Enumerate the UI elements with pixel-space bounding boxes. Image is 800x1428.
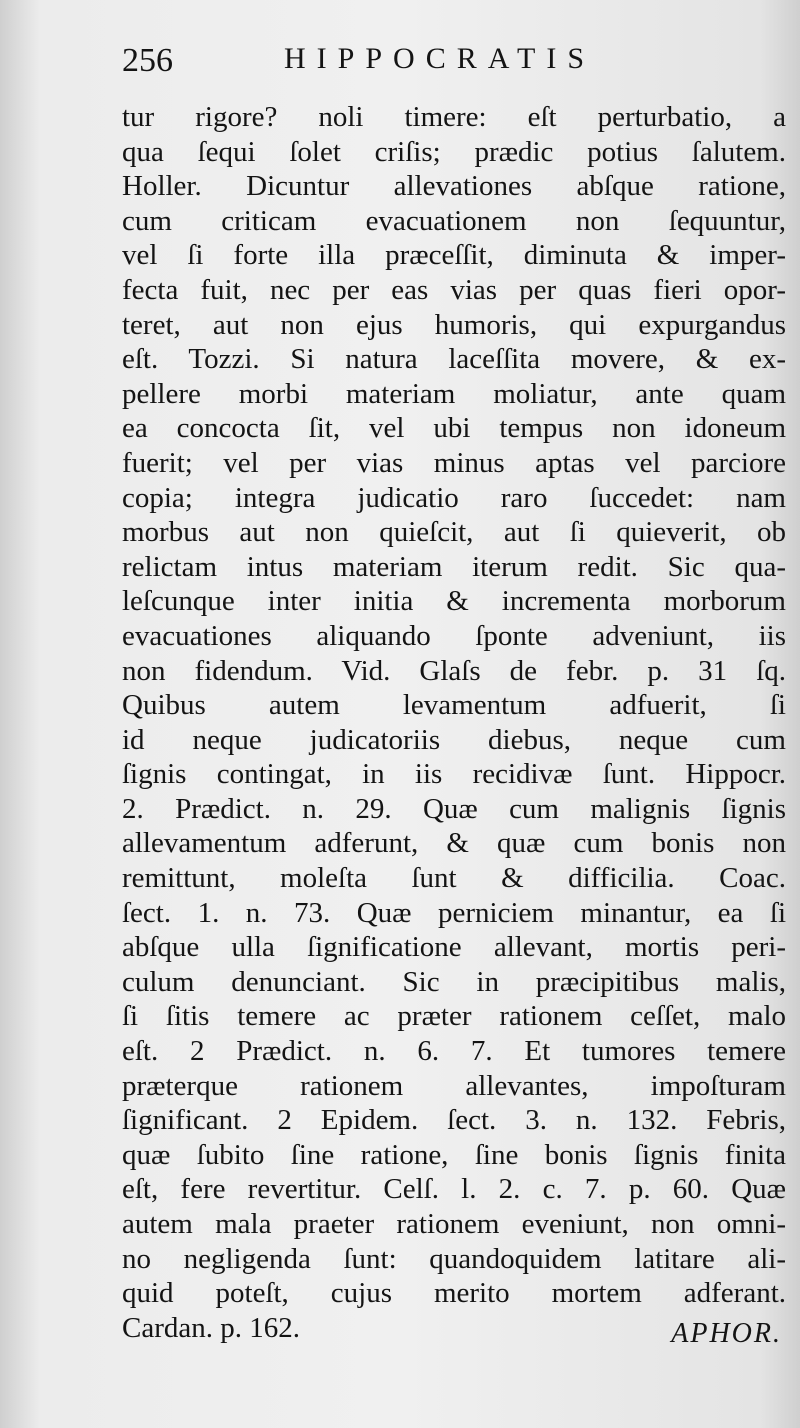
text-line: ſect. 1. n. 73. Quæ perniciem minantur, ea ſi	[122, 896, 786, 929]
page-header	[122, 40, 682, 90]
catchword: APHOR.	[671, 1318, 782, 1349]
text-line: leſcunque inter initia & incrementa morborum	[122, 585, 786, 618]
text-line: evacuationes aliquando ſponte adveniunt, iis	[122, 619, 786, 652]
text-line: relictam intus materiam iterum redit. Sic qua-	[122, 550, 786, 583]
text-line: ſignificant. 2 Epidem. ſect. 3. n. 132. Febris,	[122, 1104, 786, 1137]
text-line: fuerit; vel per vias minus aptas vel parciore	[122, 446, 786, 479]
text-line: qua ſequi ſolet criſis; prædic potius ſalutem.	[122, 135, 786, 168]
text-line: Cardan. p. 162.	[122, 1311, 300, 1344]
text-line: no negligenda ſunt: quandoquidem latitare ali-	[122, 1242, 786, 1275]
text-line: id neque judicatoriis diebus, neque cum	[122, 723, 786, 756]
text-line: abſque ulla ſignificatione allevant, mortis peri-	[122, 931, 786, 964]
text-line: 2. Prædict. n. 29. Quæ cum malignis ſignis	[122, 792, 786, 825]
text-line: quæ ſubito ſine ratione, ſine bonis ſignis finita	[122, 1138, 786, 1171]
text-line: Holler. Dicuntur allevationes abſque ratione,	[122, 170, 786, 203]
text-line: ea concocta ſit, vel ubi tempus non idoneum	[122, 412, 786, 445]
body-text	[122, 100, 786, 1345]
text-line: tur rigore? noli timere: eſt perturbatio, a	[122, 101, 786, 133]
text-line: vel ſi forte illa præceſſit, diminuta & imper-	[122, 239, 786, 272]
text-line: pellere morbi materiam moliatur, ante quam	[122, 377, 786, 410]
page-number: 256	[122, 42, 173, 79]
text-line: ſignis contingat, in iis recidivæ ſunt. Hippocr.	[122, 758, 786, 791]
text-line: quid poteſt, cujus merito mortem adferant.	[122, 1277, 786, 1310]
text-line: cum criticam evacuationem non ſequuntur,	[122, 204, 786, 237]
text-line: Quibus autem levamentum adfuerit, ſi	[122, 689, 786, 722]
text-line: culum denunciant. Sic in præcipitibus malis,	[122, 965, 786, 998]
text-line: morbus aut non quieſcit, aut ſi quieverit, ob	[122, 516, 786, 549]
text-line: eſt. 2 Prædict. n. 6. 7. Et tumores temere	[122, 1035, 786, 1068]
text-line: remittunt, moleſta ſunt & difficilia. Coac.	[122, 862, 786, 895]
text-line: eſt, fere revertitur. Celſ. l. 2. c. 7. p. 60. Quæ	[122, 1173, 786, 1206]
text-line: ſi ſitis temere ac præter rationem ceſſet, malo	[122, 1000, 786, 1033]
text-line: eſt. Tozzi. Si natura laceſſita movere, & ex-	[122, 343, 786, 376]
text-line: copia; integra judicatio raro ſuccedet: nam	[122, 481, 786, 514]
text-line: autem mala praeter rationem eveniunt, non omni-	[122, 1208, 786, 1240]
text-line: præterque rationem allevantes, impoſturam	[122, 1069, 786, 1102]
text-line: fecta fuit, nec per eas vias per quas fieri opor-	[122, 273, 786, 306]
text-line: non fidendum. Vid. Glaſs de febr. p. 31 ſq.	[122, 654, 786, 687]
running-title: HIPPOCRATIS	[284, 42, 596, 75]
text-line: teret, aut non ejus humoris, qui expurgandus	[122, 308, 786, 341]
text-line: allevamentum adferunt, & quæ cum bonis non	[122, 827, 786, 860]
